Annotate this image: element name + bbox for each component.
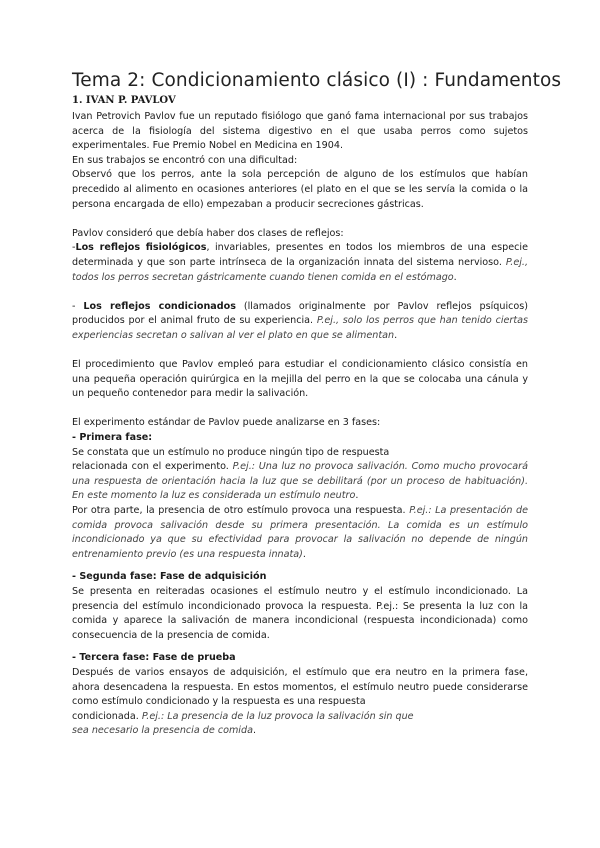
phase3-example-line1: condicionada. P.ej.: La presencia de la luz provoca la salivación sin que	[72, 710, 414, 722]
reflex-physiological-example: P.ej., todos los perros secretan gástricamente cuando tienen comida en el estómago	[72, 256, 528, 283]
phase1-second-paragraph: Por otra parte, la presencia de otro estímulo provoca una respuesta. P.ej.: La presentación de comida provoca salivación desde su primera presentación. La comida es un estímulo incondicionado ya que su efectividad para provocar la salivación no depende de ningún entrenamiento previo (es una respuesta innata).	[72, 505, 528, 560]
reflex-physiological-term: Los reflejos fisiológicos	[75, 242, 207, 254]
reflex-physiological: -Los reflejos fisiológicos, invariables, presentes en todos los miembros de una especie determinada y que son parte intrínseca de la organización innata del sistema nervioso. P.ej., todos los perros secretan gástricamente cuando tienen comida en el estómago.	[72, 242, 529, 283]
experiment-intro: El experimento estándar de Pavlov puede analizarse en 3 fases:	[72, 417, 381, 429]
reflex-conditioned: - Los reflejos condicionados (llamados originalmente por Pavlov reflejos psíquicos) producidos por el animal fruto de su experiencia. P.ej., solo los perros que han tenido ciertas experiencias secretan o salivan al ver el plato en que se alimentan.	[72, 300, 528, 341]
document-body	[72, 110, 528, 739]
intro-paragraph: Ivan Petrovich Pavlov fue un reputado fisiólogo que ganó fama internacional por sus trabajos acerca de la fisiología del sistema digestivo en el que usaba perros como sujetos experimentales. Fue Premio Nobel en Medicina en 1904.	[72, 111, 528, 152]
procedure-paragraph: El procedimiento que Pavlov empleó para estudiar el condicionamiento clásico consistía en una pequeña operación quirúrgica en la mejilla del perro en la que se colocaba una cánula y un pequeño contenedor para medir la salivación.	[72, 359, 528, 400]
phase2-text: Se presenta en reiteradas ocasiones el estímulo neutro y el estímulo incondicionado. La presencia del estímulo incondicionado provoca la respuesta. P.ej.: Se presenta la luz con la comida y aparece la salivación de manera incondicional (respuesta incondicionada) como consecuencia de la presencia de comida.	[72, 586, 528, 641]
reflexes-intro: Pavlov consideró que debía haber dos clases de reflejos:	[72, 227, 344, 239]
intro-observation: Observó que los perros, ante la sola percepción de alguno de los estímulos que habían precedido al alimento en ocasiones anteriores (el plato en el que se les servía la comida o la persona encargada de ello) empezaban a producir secreciones gástricas.	[72, 169, 528, 210]
phase3-heading: - Tercera fase: Fase de prueba	[72, 652, 236, 664]
reflex-conditioned-example: P.ej., solo los perros que han tenido ciertas experiencias secretan o salivan al ver el plato en que se alimentan	[72, 315, 528, 341]
phase2-heading: - Segunda fase: Fase de adquisición	[72, 571, 267, 583]
phase1-example: relacionada con el experimento. P.ej.: Una luz no provoca salivación. Como mucho provocará una respuesta de orientación hacia la luz que se debilitará (por un proceso de habituación). En este momento la luz es considerada un estímulo neutro.	[72, 461, 528, 502]
phase3-text: Después de varios ensayos de adquisición, el estímulo que era neutro en la primera fase, ahora desencadena la respuesta. En estos momentos, el estímulo neutro puede considerarse como estímulo condicionado y la respuesta es una respuesta	[72, 666, 528, 708]
page-title: Tema 2: Condicionamiento clásico (I) : Fundamentos	[72, 70, 562, 91]
section-heading: 1. IVAN P. PAVLOV	[72, 95, 176, 106]
reflex-conditioned-term: Los reflejos condicionados	[83, 300, 236, 312]
phase1-line1: Se constata que un estímulo no produce ningún tipo de respuesta	[72, 446, 390, 458]
phase1-heading: - Primera fase:	[72, 432, 153, 444]
intro-difficulty: En sus trabajos se encontró con una dificultad:	[72, 154, 298, 166]
phase3-example-line2: sea necesario la presencia de comida.	[72, 725, 257, 737]
